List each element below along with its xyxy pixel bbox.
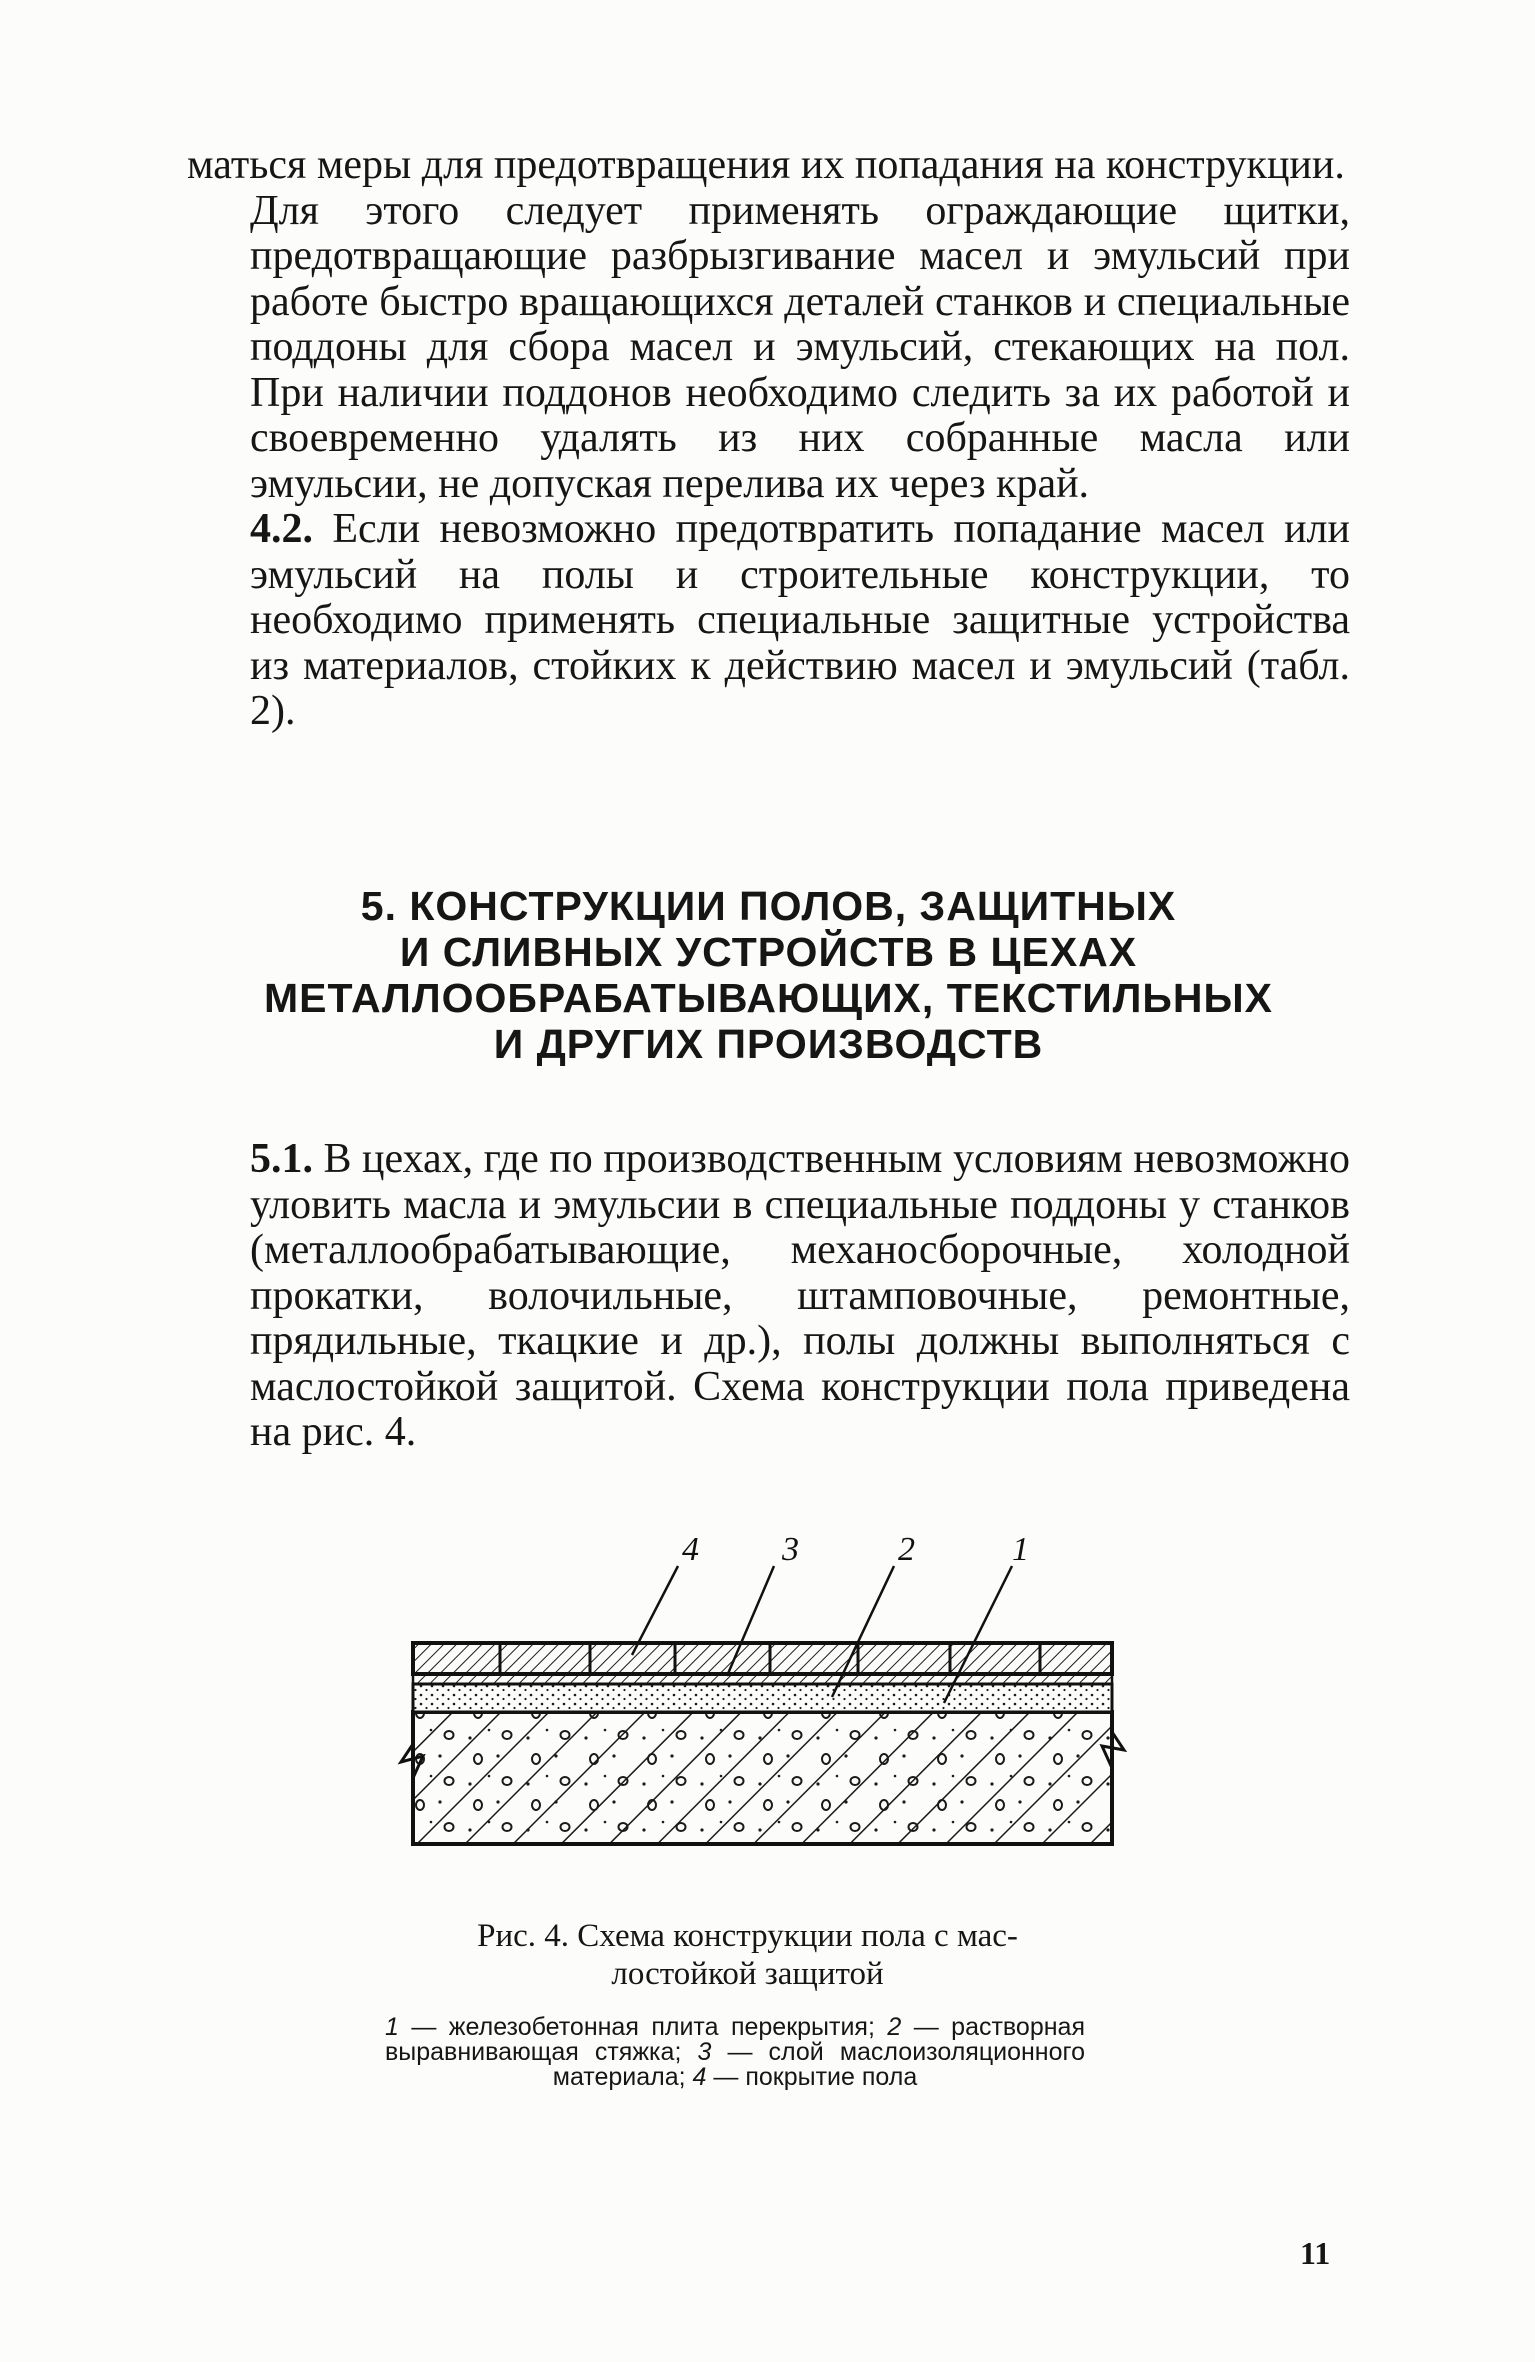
clause-text: Если невозможно предотвратить попадание масел или эмульсий на полы и строительные конструкции, то необходимо применять специальные защитные устройства из материалов, стойких к действию масел и эмульсий (табл. 2). [250, 506, 1350, 734]
heading-line-3: МЕТАЛЛООБРАБАТЫВАЮЩИХ, ТЕКСТИЛЬНЫХ [263, 975, 1273, 1021]
paragraph-shields: Для этого следует применять ограждающие щитки, предотвращающие разбрызгивание масел и эмульсий при работе быстро вращающихся деталей станков и специальные поддоны для сбора масел и эмульсий, стекающих на пол. При наличии поддонов необходимо следить за их работой и своевременно удалять из них собранные масла или эмульсии, не допуская перелива их через край. [250, 187, 1350, 507]
legend-text-1: — железобетонная плита перекрытия; [398, 2013, 888, 2041]
callout-label-4: 4 [682, 1531, 699, 1568]
legend-num-1: 1 [385, 2013, 399, 2041]
heading-line-1: 5. КОНСТРУКЦИИ ПОЛОВ, ЗАЩИТНЫХ [360, 883, 1177, 929]
clause-text: В цехах, где по производственным условиям невозможно уловить масла и эмульсии в специальные поддоны у станков (металлообрабатывающие, механосборочные, холодной прокатки, волочильные, штамповочные, ремонтные, прядильные, ткацкие и др.), полы должны выполняться с маслостойкой защитой. Схема конструкции пола приведена на рис. 4. [250, 1136, 1350, 1455]
figure-caption [380, 1917, 1115, 1993]
screed-layer [413, 1684, 1112, 1712]
slab-layer [413, 1712, 1112, 1844]
heading-line-2: И СЛИВНЫХ УСТРОЙСТВ В ЦЕХАХ [399, 929, 1138, 975]
callout-label-3: 3 [782, 1531, 799, 1568]
legend-num-3: 3 [697, 2038, 712, 2066]
callout-label-2: 2 [898, 1531, 915, 1568]
clause-number: 5.1. [250, 1136, 313, 1182]
clause-number: 4.2. [250, 506, 313, 552]
legend-text-4: — покрытие пола [706, 2063, 918, 2091]
floor-covering-layer [413, 1643, 1112, 1674]
paragraph-continuation: маться меры для предотвращения их попадания на конструкции. [187, 142, 1345, 188]
legend-num-4: 4 [692, 2063, 707, 2091]
caption-line-2: лостойкой защитой [611, 1956, 884, 1992]
heading-line-4: И ДРУГИХ ПРОИЗВОДСТВ [493, 1021, 1044, 1067]
legend-text-2: — растворная выравнивающая стяжка; [385, 2013, 1085, 2066]
callout-label-1: 1 [1012, 1531, 1029, 1568]
caption-line-1: Рис. 4. Схема конструкции пола с мас- [477, 1918, 1018, 1954]
legend-num-2: 2 [887, 2013, 902, 2041]
figure-legend [385, 2015, 1085, 2090]
page-number: 11 [1300, 2235, 1331, 2271]
legend-text-3: — слой маслоизоляционного материала; [552, 2038, 1085, 2091]
